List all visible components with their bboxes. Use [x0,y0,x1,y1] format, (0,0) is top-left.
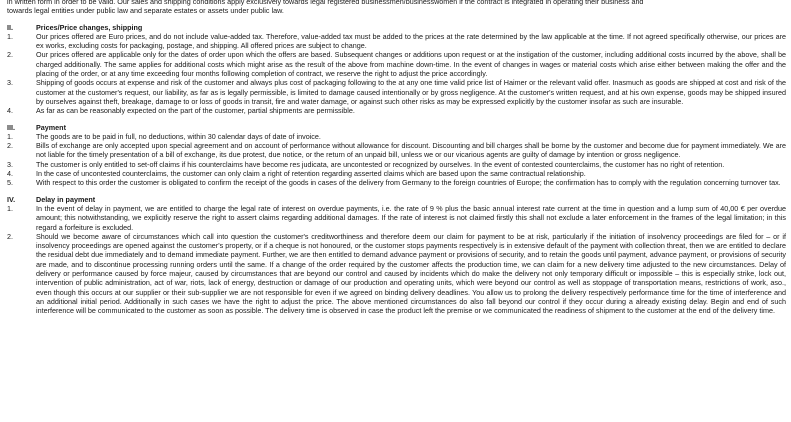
intro-line-1: in written form in order to be valid. Our sales and shipping conditions apply exclusively towards legal registered businessmen/businesswomen if the contract is integrated in operating their business and [7,0,644,6]
list-item [7,106,786,115]
list-item [7,78,786,106]
section-prices [7,23,786,116]
list-item [7,141,786,160]
item-number: 1. [7,203,13,213]
section-payment [7,123,786,188]
item-text: In the case of uncontested counterclaims, the customer can only claim a right of retention regarding asserted claims which are based upon the same contractual relationship. [36,169,586,179]
item-number: 3. [7,78,13,88]
item-text: Our prices offered are Euro prices, and do not include value-added tax. Therefore, value-added tax must be added to the prices at the rate determined by the law applicable at the time. If not agreed specifically otherwise, our prices are ex works, excluding costs for packaging, postage, and shipping. All offered prices are subject to change. [36,31,786,51]
item-text: Should we become aware of circumstances which call into question the customer's creditworthiness and therefore deem our claim for payment to be at risk, particularly if the initiation of insolvency proceedings are filed for – or if insolvency proceedings are opened against the customer's property, or if a cheque is not honoured, or the customer stops payments respectively is in extensive default of the payment with collection threat, then we are entitled to declare the residual debt due immediately and to demand immediate payment. Further, we are then entitled to demand advance payment or provisions of security, and to retain the goods until payment, advance payment, or provisions of security are made, and to discontinue processing running orders until the same. If a change of the order required by the customer affects the production time, we can claim for a new delivery time adjusted to the new circumstances. Delay of delivery or performance caused by force majeur, caused by circumstances that are beyond our control and caused by incidents which do make the delivery not only temporary difficult or impossible – this is especially strike, lock out, intervention of public administration, act of war, riots, lack of energy, destruction or damage of our production and operating units, which were beyond our control as well as stoppage of transportation means, restrictions of work, aso., even though this occurs at our supplier or their sub-supplier we are not responsible for even if we agreed on binding delivery deadlines. You allow us to prolong the delivery respectively performance time for the time of interference and an additional initial period. Additionally in such cases we have the right to adjust the price. The above mentioned circumstances do also fall beyond our control if they occur during a already existing delay. Begin and end of such interference will be communicated to the customer as soon as possible. The delivery time is observed in case the product left the premise or we communicated the readiness of shipment to the customer at the end of the delivery time. [36,231,786,316]
list-item [7,132,786,141]
section-heading [7,123,786,132]
section-number: IV. [7,194,16,204]
intro-paragraph [7,0,786,16]
item-text: In the event of delay in payment, we are entitled to charge the legal rate of interest on overdue payments, i.e. the rate of 9 % plus the basic annual interest rate current at the time in question and a lump sum of 40,00 € per overdue amount; this notwithstanding, we explicitly reserve the right to assert claims regarding additional damages. If the rate of interest is not claimed firstly this shall not exclude a later enforcement in the frames of the legal limitation; in this regard a forfeiture is excluded. [36,203,786,232]
list-item [7,160,786,169]
item-text: Our prices offered are applicable only for the dates of order upon which the offers are based. Subsequent changes or additions upon request or at the instigation of the customer, including additional costs incurred by the above, shall be charged additionally. The same applies for additional costs which might arise as the result of the above from machine down-time. In the event of changes in wages or material costs which arise either between making the offer and the placing of the order, or at any time exceeding four months following completion of contract, we reserve the right to adjust the price accordingly. [36,50,786,79]
item-text: Bills of exchange are only accepted upon special agreement and on account of performance without allowance for discount. Discounting and bill charges shall be borne by the customer and become due for payment immediately. We are not liable for the timely presentation of a bill of exchange, its due protest, due notice, or the return of an unpaid bill, unless we or our vicarious agents are guilty of damage by intention or gross negligence. [36,141,786,160]
section-delay-in-payment [7,195,786,316]
item-number: 5. [7,178,13,188]
item-number: 1. [7,131,13,141]
item-number: 3. [7,159,13,169]
item-number: 2. [7,50,13,60]
section-number: II. [7,22,13,32]
section-title: Delay in payment [36,194,96,204]
section-title: Prices/Price changes, shipping [36,22,143,32]
list-item [7,50,786,78]
section-heading [7,195,786,204]
list-item [7,178,786,187]
list-item [7,169,786,178]
section-heading [7,23,786,32]
item-number: 2. [7,231,13,241]
section-title: Payment [36,122,66,132]
item-number: 4. [7,106,13,116]
list-item [7,32,786,51]
item-text: The customer is only entitled to set-off claims if his counterclaims have become res judicata, are uncontested or recognized by ourselves. In the event of contested counterclaims, the customer has no right of retention. [36,159,725,169]
section-number: III. [7,122,15,132]
list-item [7,204,786,232]
item-number: 4. [7,169,13,179]
list-item [7,232,786,316]
item-text: As far as can be reasonably expected on the part of the customer, partial shipments are permissible. [36,106,355,116]
item-text: The goods are to be paid in full, no deductions, within 30 calendar days of date of invoice. [36,131,321,141]
item-number: 2. [7,141,13,151]
item-number: 1. [7,31,13,41]
item-text: With respect to this order the customer is obligated to confirm the receipt of the goods in cases of the delivery from Germany to the foreign countries of Europe; the confirmation has to comply with the regulation concerning turnover tax. [36,178,781,188]
intro-line-2: towards legal entities under public law and separate estates or assets under public law. [7,6,284,16]
item-text: Shipping of goods occurs at expense and risk of the customer and always plus cost of packaging following to the at any one time valid price list of Haimer or the relevant valid offer. Inasmuch as goods are shipped at cost and risk of the customer at the customer's request, our liability, as far as is legally permissible, is limited to damage caused intentionally or by gross negligence. At the customer's written request, and at his own expense, goods may be shipped insured by ourselves against theft, breakage, damage to or loss of goods in transit, fire and water damage, or against such other risks as may be expressed explicitly by the customer insofar as such are insurable. [36,78,786,106]
